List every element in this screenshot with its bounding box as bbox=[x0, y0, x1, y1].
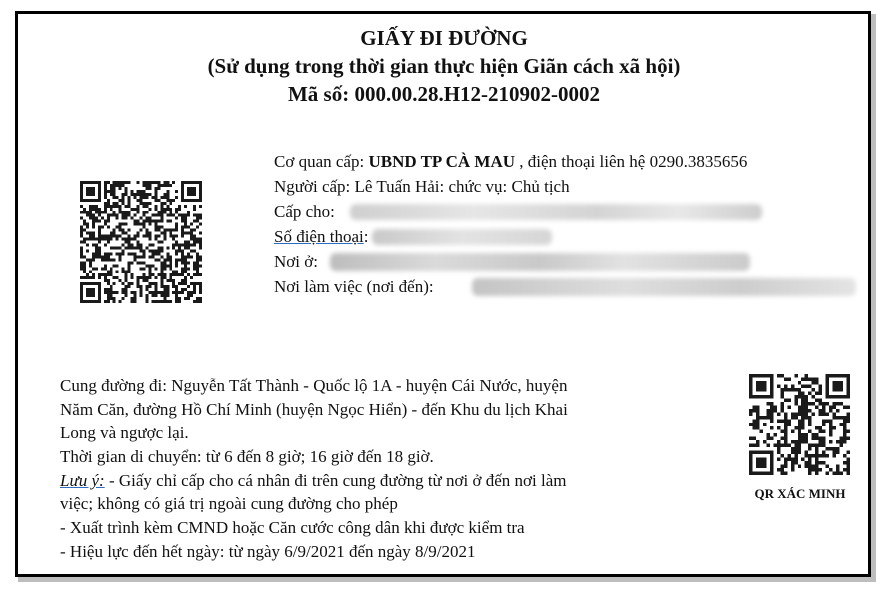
redacted-recipient bbox=[350, 204, 762, 220]
qr-code-image bbox=[80, 181, 202, 303]
document-title: GIẤY ĐI ĐƯỜNG bbox=[360, 26, 528, 50]
issuer-info bbox=[274, 149, 747, 299]
note-line-1 bbox=[60, 469, 720, 493]
phone-label: Số điện thoại bbox=[274, 227, 364, 246]
note-line-2: việc; không có giá trị ngoài cung đường cho phép bbox=[60, 494, 398, 514]
workplace-row bbox=[274, 274, 747, 299]
redacted-workplace bbox=[472, 278, 856, 296]
frame-shadow-bottom bbox=[18, 577, 876, 582]
route-details bbox=[60, 374, 720, 564]
agency-name: UBND TP CÀ MAU bbox=[368, 152, 516, 171]
address-label: Nơi ở: bbox=[274, 252, 318, 271]
agency-phone: , điện thoại liên hệ 0290.3835656 bbox=[515, 152, 748, 171]
recipient-row bbox=[274, 199, 747, 224]
issuer-row: Người cấp: Lê Tuấn Hải: chức vụ: Chủ tịch bbox=[274, 177, 570, 196]
note-line-4: - Hiệu lực đến hết ngày: từ ngày 6/9/2021 đến ngày 8/9/2021 bbox=[60, 541, 476, 561]
time-line: Thời gian di chuyển: từ 6 đến 8 giờ; 16 giờ đến 18 giờ. bbox=[60, 447, 434, 467]
note-line-3: - Xuất trình kèm CMND hoặc Căn cước công dân khi được kiểm tra bbox=[60, 518, 525, 538]
route-line-1: Cung đường đi: Nguyễn Tất Thành - Quốc lộ 1A - huyện Cái Nước, huyện bbox=[60, 376, 568, 395]
qr-caption: QR XÁC MINH bbox=[754, 486, 846, 501]
redacted-phone bbox=[372, 229, 552, 245]
workplace-label: Nơi làm việc (nơi đến): bbox=[274, 277, 434, 296]
note-text-1: - Giấy chỉ cấp cho cá nhân đi trên cung đường từ nơi ở đến nơi làm bbox=[104, 470, 567, 490]
address-row bbox=[274, 249, 747, 274]
route-line-2: Năm Căn, đường Hồ Chí Minh (huyện Ngọc Hiển) - đến Khu du lịch Khai bbox=[60, 399, 568, 419]
route-line-3: Long và ngược lại. bbox=[60, 423, 189, 443]
verification-qr-image bbox=[749, 374, 850, 475]
recipient-label: Cấp cho: bbox=[274, 202, 335, 221]
phone-row bbox=[274, 224, 747, 249]
redacted-address bbox=[330, 253, 750, 271]
agency-row bbox=[274, 149, 747, 174]
document-subtitle: (Sử dụng trong thời gian thực hiện Giãn cách xã hội) bbox=[207, 54, 681, 78]
document-header bbox=[0, 24, 888, 108]
agency-label: Cơ quan cấp: bbox=[274, 152, 369, 171]
document-code: Mã số: 000.00.28.H12-210902-0002 bbox=[287, 82, 601, 106]
phone-colon: : bbox=[363, 227, 369, 246]
note-label: Lưu ý: bbox=[60, 470, 105, 490]
